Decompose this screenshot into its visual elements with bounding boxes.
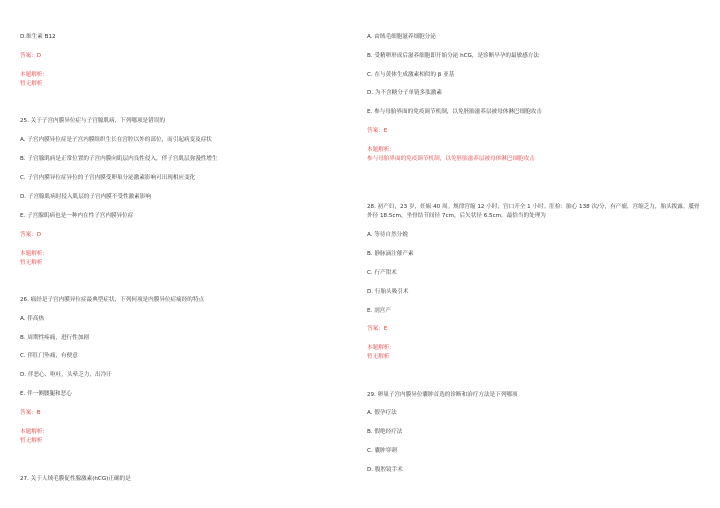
q29-question: 29. 卵巢子宫内膜异位囊肿首选的诊断和治疗方法是下列哪项 (367, 392, 518, 398)
q27-question: 27. 关于人绒毛膜促性腺激素(hCG)正确的是 (20, 476, 131, 482)
q29-option-b: B. 假绝经疗法 (367, 429, 403, 435)
q26-question: 26. 痛经是子宫内膜异位症最典型症状，下列何项是内膜异位症痛经的特点 (20, 297, 205, 303)
q25-option-e: E. 子宫腺肌病也是一种内在性子宫内膜异位症 (20, 213, 134, 219)
q25-question: 25. 关于子宫内膜异位症与子宫腺肌病，下列哪项是错误的 (20, 118, 165, 124)
q25-option-b: B. 子宫腺肌病是正常位置的子宫内膜向肌层内良性侵入，伴子宫肌层弥漫性增生 (20, 156, 218, 162)
q25-option-d: D. 子宫腺肌病时侵入肌层的子宫内膜不受性激素影响 (20, 194, 151, 200)
q26-explanation: 暂无解析 (20, 438, 43, 444)
q29-option-c: C. 囊肿穿刺 (367, 448, 397, 454)
q26-option-a: A. 伴高热 (20, 316, 45, 322)
q28-explanation-label: 本题解析： (367, 345, 395, 351)
q28-answer: 答案：E (367, 326, 388, 332)
q27-option-e: E. 参与母胎界面的免疫调节机制，以免胚胎滋养层被母体淋巴细胞攻击 (367, 109, 542, 115)
q28-option-c: C. 行产钳术 (367, 270, 397, 276)
q25-option-c: C. 子宫内膜异位症异位的子宫内膜受卵巢分泌激素影响可出现相应变化 (20, 175, 196, 181)
q26-explanation-label: 本题解析： (20, 429, 48, 435)
q25-option-a: A. 子宫内膜异位症是子宫内膜组织生长在宫腔以外的部位，而引起病变及症状 (20, 137, 212, 143)
q25-explanation: 暂无解析 (20, 260, 43, 266)
q27-option-c: C. 在与黄体生成激素相似的 β 亚基 (367, 72, 455, 78)
q25-answer: 答案：D (20, 232, 42, 238)
q26-answer: 答案：B (20, 410, 41, 416)
q28-explanation: 暂无解析 (367, 354, 390, 360)
q28-option-a: A. 等待自然分娩 (367, 232, 408, 238)
q24-explanation-label: 本题解析： (20, 72, 48, 78)
q24-explanation: 暂无解析 (20, 81, 43, 87)
q27-explanation: 参与母胎界面的免疫调节机制，以免胚胎滋养层被母体淋巴细胞攻击 (367, 156, 535, 162)
q28-question: 28. 初产妇，23 岁，妊娠 40 周。规律宫缩 12 小时，宫口开全 1 小时。肛检：胎心 138 次/分，有产瘤，宫缩乏力，胎头拨露。胝骨外径 18.5cm，坐骨结节间径 7cm，后矢状径 6.5cm。最恰当的处理为 (367, 204, 700, 219)
q27-option-b: B. 受精卵形成后滋养细胞即开始分泌 hCG，是诊断早孕的最敏感方法 (367, 53, 539, 59)
q27-option-d: D. 为不含糖分子单链多肽激素 (367, 90, 442, 96)
q28-option-d: D. 行胎头吸引术 (367, 289, 409, 295)
q27-answer: 答案：E (367, 128, 388, 134)
q27-explanation-label: 本题解析： (367, 147, 395, 153)
q26-option-b: B. 周期性疼痛，进行性加剧 (20, 335, 89, 341)
q28-option-b: B. 静脉滴注催产素 (367, 251, 414, 257)
q26-option-e: E. 伴一侧腰腿和恶心 (20, 391, 72, 397)
q27-option-a: A. 由绒毛细胞滋养细胞分泌 (367, 34, 436, 40)
q24-answer: 答案：D (20, 53, 42, 59)
q26-option-d: D. 伴恶心、呕吐，头晕乏力，出冷汗 (20, 372, 112, 378)
q26-option-c: C. 伴肛门坠痛，有便意 (20, 353, 78, 359)
q24-option-d: D.维生素 B12 (20, 34, 56, 40)
q29-option-d: D. 腹腔镜手术 (367, 467, 403, 473)
q29-option-a: A. 假孕疗法 (367, 410, 397, 416)
q25-explanation-label: 本题解析： (20, 251, 48, 257)
q28-option-e: E. 剖宫产 (367, 308, 391, 314)
